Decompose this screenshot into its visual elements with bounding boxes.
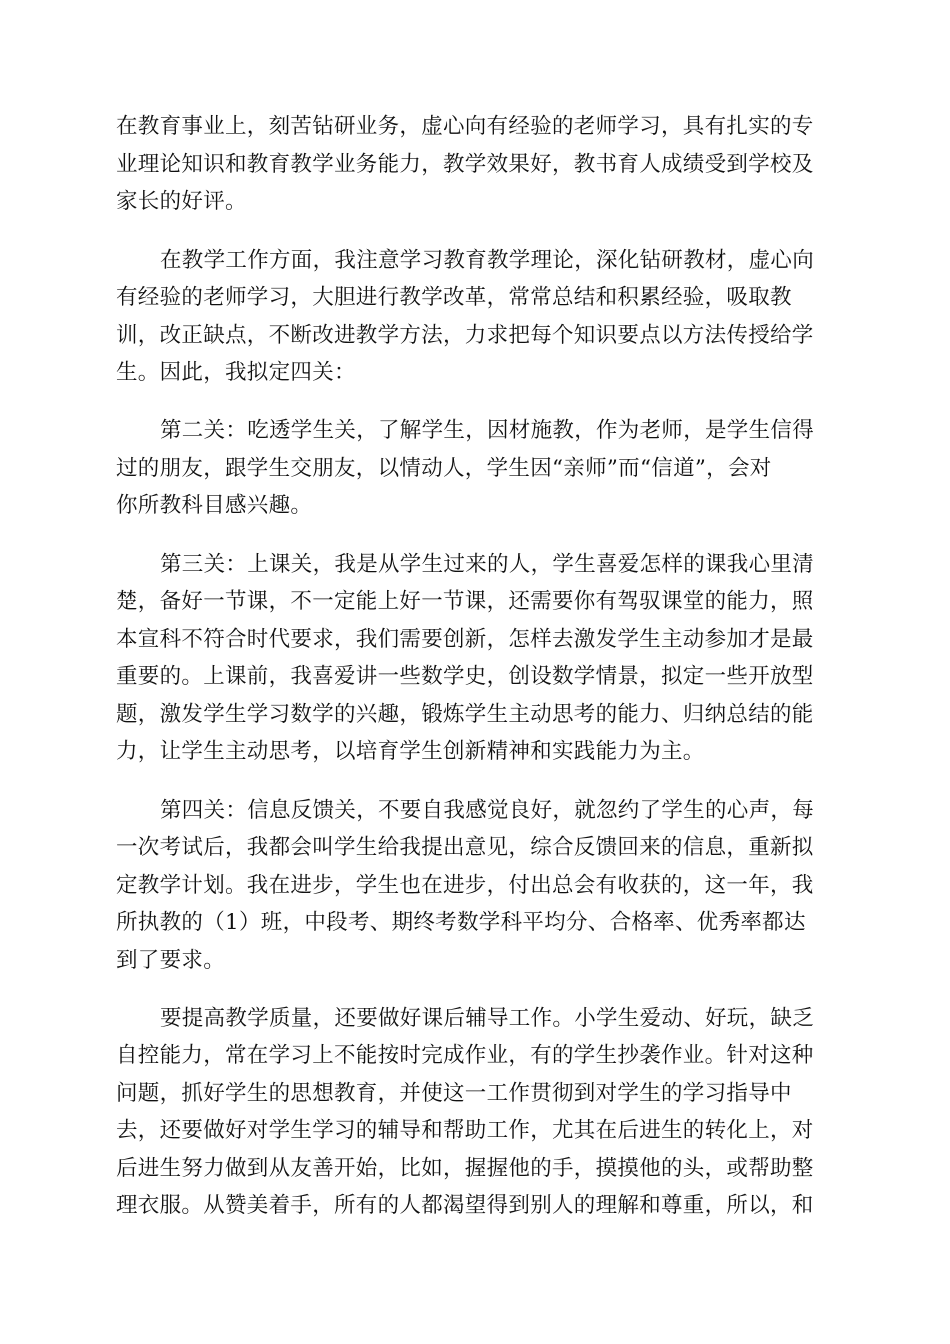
text-line: 力，让学生主动思考，以培育学生创新精神和实践能力为主。 xyxy=(116,739,705,764)
text-line: 在教育事业上，刻苦钻研业务，虚心向有经验的老师学习，具有扎实的专 xyxy=(116,114,814,139)
text-line: 重要的。上课前，我喜爱讲一些数学史，创设数学情景，拟定一些开放型 xyxy=(116,664,814,689)
text-line: 去，还要做好对学生学习的辅导和帮助工作，尤其在后进生的转化上，对 xyxy=(116,1118,814,1143)
text-line: 自控能力，常在学习上不能按时完成作业，有的学生抄袭作业。针对这种 xyxy=(116,1043,814,1068)
text-line: 有经验的老师学习，大胆进行教学改革，常常总结和积累经验，吸取教 xyxy=(116,285,792,310)
text-line: 生。因此，我拟定四关： xyxy=(116,360,356,385)
text-line: 理衣服。从赞美着手，所有的人都渴望得到别人的理解和尊重，所以，和 xyxy=(116,1193,814,1218)
text-line: 楚，备好一节课，不一定能上好一节课，还需要你有驾驭课堂的能力，照 xyxy=(116,589,814,614)
text-line: 问题，抓好学生的思想教育，并使这一工作贯彻到对学生的学习指导中 xyxy=(116,1081,792,1106)
text-line: 第三关：上课关，我是从学生过来的人，学生喜爱怎样的课我心里清 xyxy=(160,552,815,577)
text-line: 在教学工作方面，我注意学习教育教学理论，深化钻研教材，虚心向 xyxy=(160,248,815,273)
text-line: 本宣科不符合时代要求，我们需要创新，怎样去激发学生主动参加才是最 xyxy=(116,627,814,652)
text-line: 所执教的（1）班，中段考、期终考数学科平均分、合格率、优秀率都达 xyxy=(116,910,806,935)
text-line: 第二关：吃透学生关，了解学生，因材施教，作为老师，是学生信得 xyxy=(160,418,815,443)
text-line: 训，改正缺点，不断改进教学方法，力求把每个知识要点以方法传授给学 xyxy=(116,323,814,348)
text-line: 业理论知识和教育教学业务能力，教学效果好，教书育人成绩受到学校及 xyxy=(116,152,814,177)
text-line: 你所教科目感兴趣。 xyxy=(116,493,313,518)
text-line: 定教学计划。我在进步，学生也在进步，付出总会有收获的，这一年，我 xyxy=(116,873,814,898)
text-line: 过的朋友，跟学生交朋友，以情动人，学生因“亲师”而“信道”，会对 xyxy=(116,456,772,481)
text-line: 后进生努力做到从友善开始，比如，握握他的手，摸摸他的头，或帮助整 xyxy=(116,1156,814,1181)
text-line: 到了要求。 xyxy=(116,948,226,973)
text-line: 家长的好评。 xyxy=(116,189,247,214)
text-line: 要提高教学质量，还要做好课后辅导工作。小学生爱动、好玩，缺乏 xyxy=(160,1006,815,1031)
text-line: 题，激发学生学习数学的兴趣，锻炼学生主动思考的能力、归纳总结的能 xyxy=(116,702,814,727)
text-line: 第四关：信息反馈关，不要自我感觉良好，就忽约了学生的心声，每 xyxy=(160,798,815,823)
text-line: 一次考试后，我都会叫学生给我提出意见，综合反馈回来的信息，重新拟 xyxy=(116,835,814,860)
